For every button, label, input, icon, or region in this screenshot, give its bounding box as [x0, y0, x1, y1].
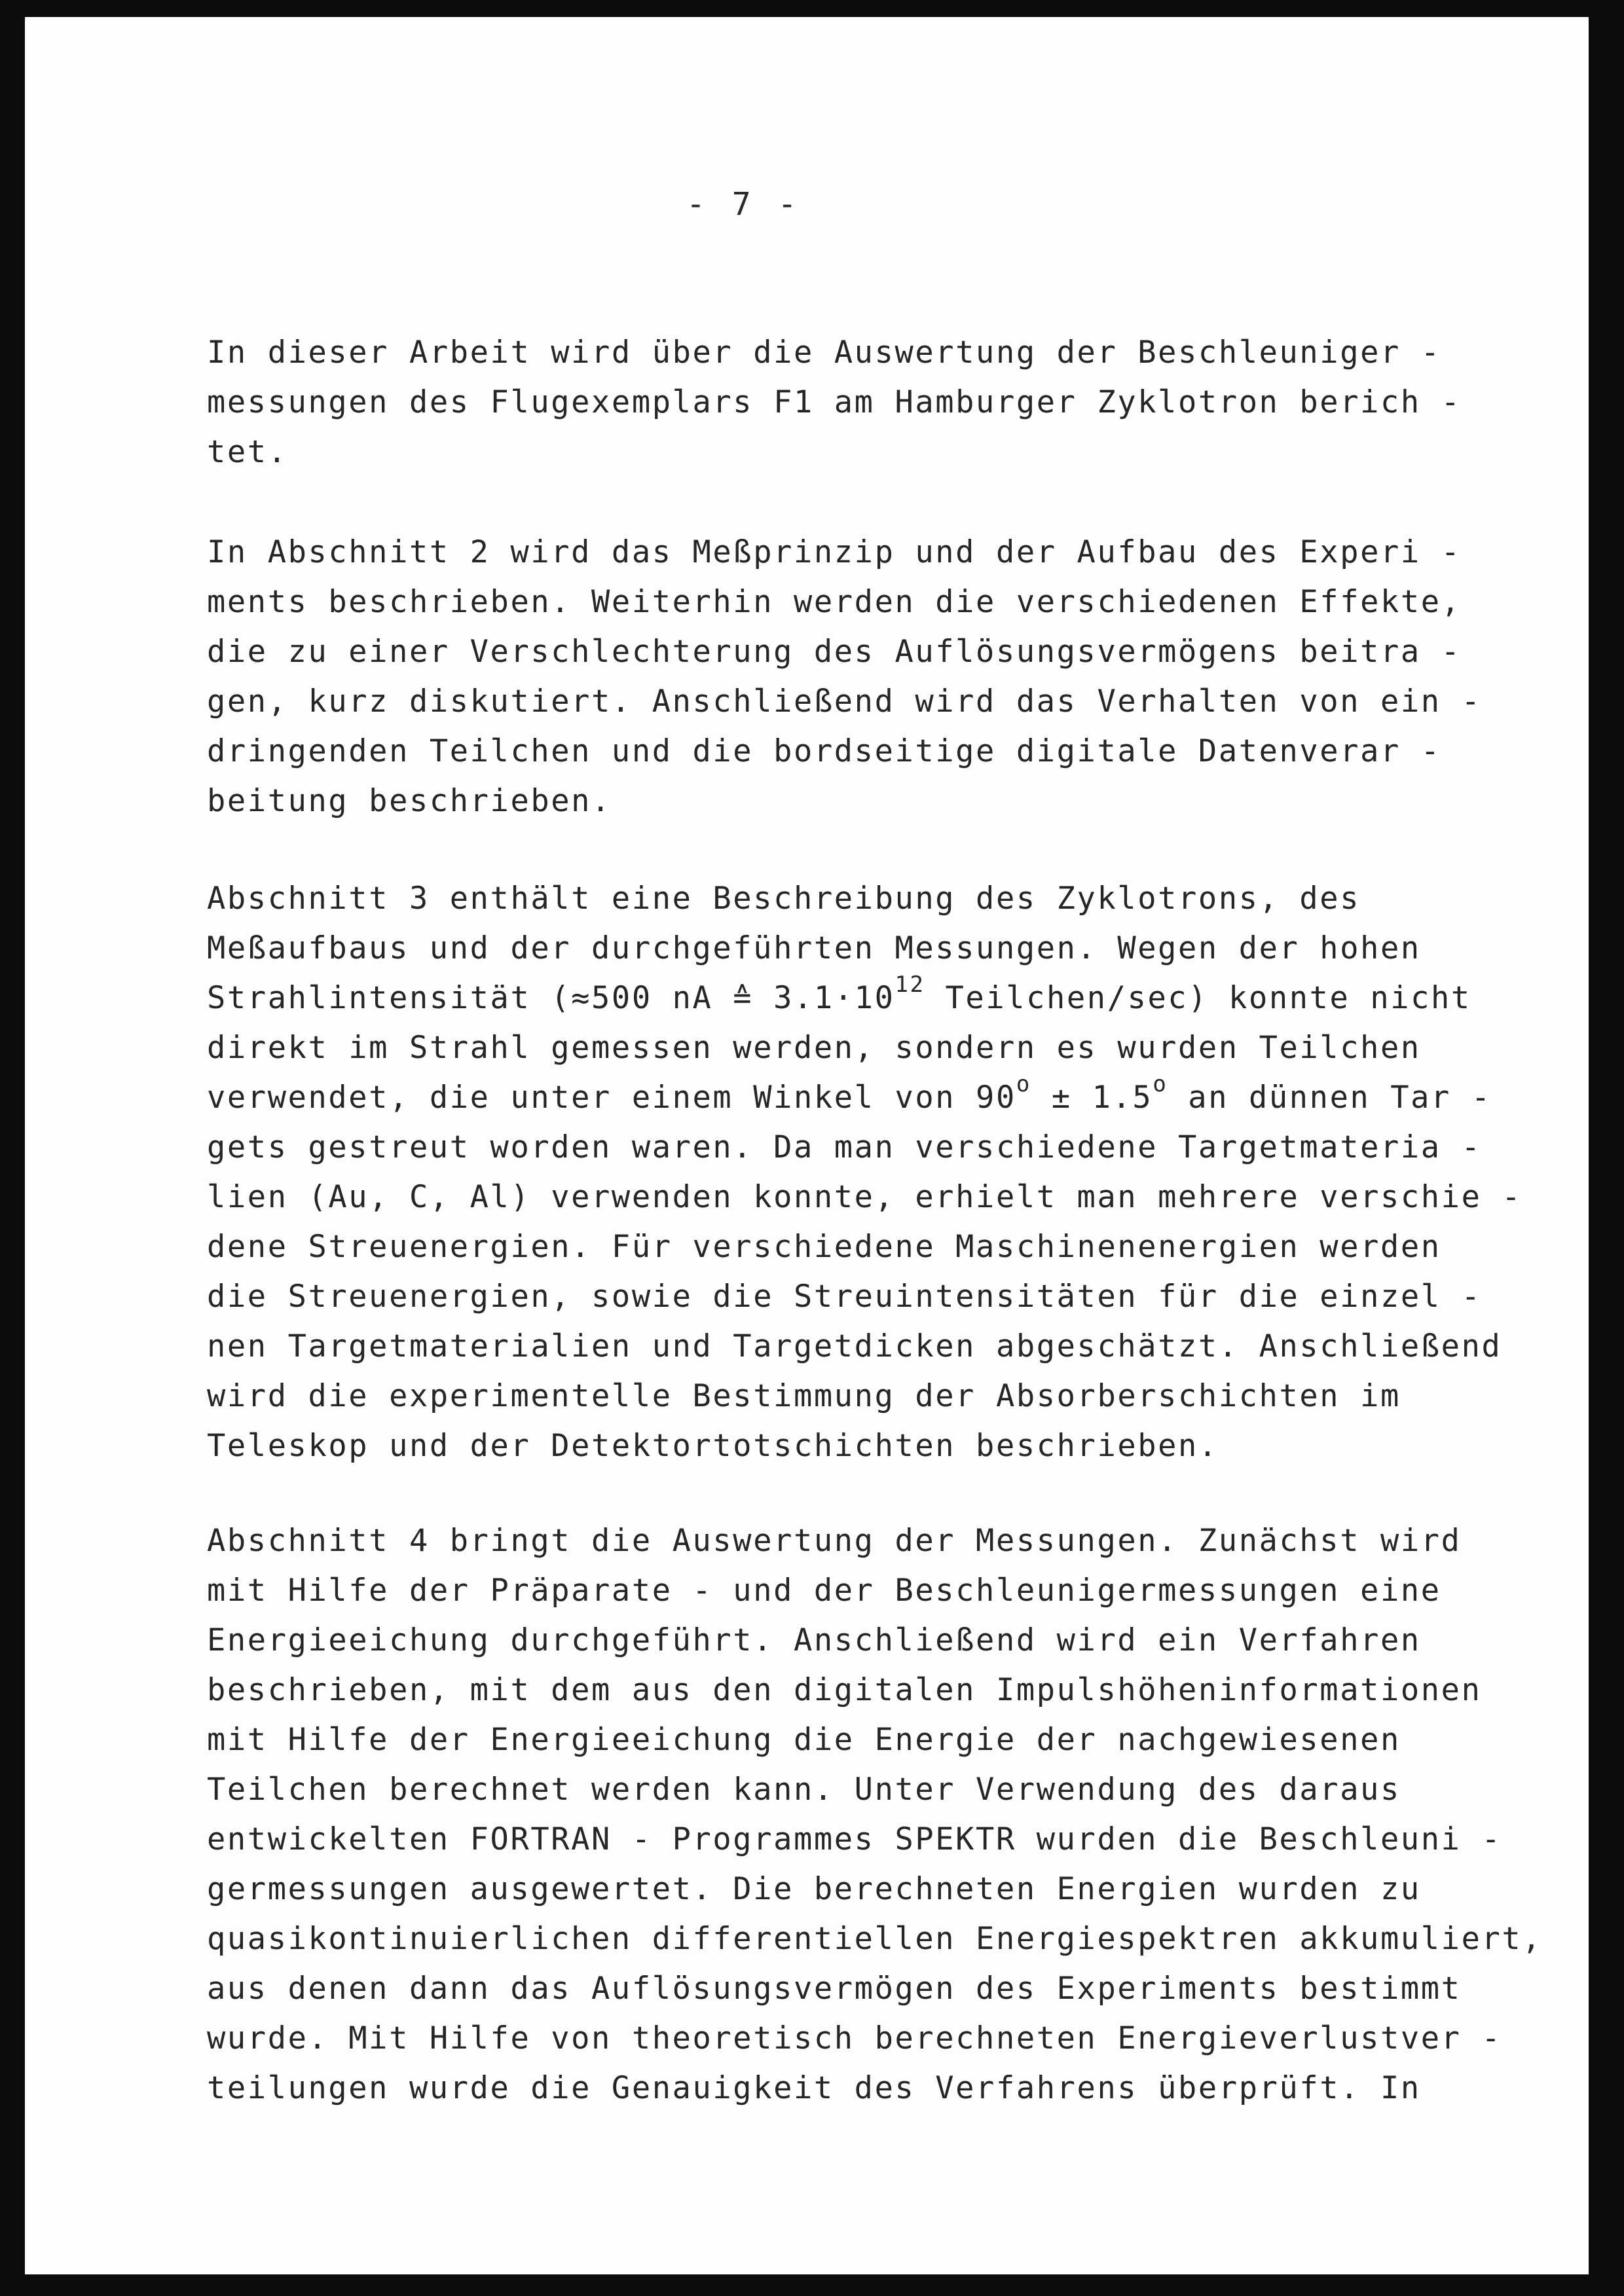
text-line: wurde. Mit Hilfe von theoretisch berechneten Energieverlustver - — [207, 2020, 1502, 2056]
text-line: In Abschnitt 2 wird das Meßprinzip und der Aufbau des Experi - — [207, 534, 1462, 570]
document-page — [25, 17, 1589, 2274]
exponent: 12 — [895, 972, 925, 998]
paragraph-section-2 — [207, 528, 1549, 826]
degree-mark: o — [1153, 1071, 1168, 1098]
text-line-intensity — [207, 974, 1549, 1023]
text-line: nen Targetmaterialien und Targetdicken abgeschätzt. Anschließend — [207, 1328, 1502, 1364]
text-line: Energieeichung durchgeführt. Anschließend wird ein Verfahren — [207, 1622, 1421, 1658]
text-line: Teleskop und der Detektortotschichten beschrieben. — [207, 1428, 1219, 1464]
text-fragment: Strahlintensität (≈500 nA ≙ 3.1·10 — [207, 980, 895, 1016]
text-line: quasikontinuierlichen differentiellen Energiespektren akkumuliert, — [207, 1921, 1543, 1957]
text-line: dringenden Teilchen und die bordseitige digitale Datenverar - — [207, 733, 1441, 769]
page-number: - 7 - — [686, 186, 801, 223]
text-line: gets gestreut worden waren. Da man verschiedene Targetmateria - — [207, 1129, 1482, 1165]
text-line: tet. — [207, 434, 288, 470]
text-line: beschrieben, mit dem aus den digitalen Impulshöheninformationen — [207, 1672, 1482, 1708]
text-line: lien (Au, C, Al) verwenden konnte, erhielt man mehrere verschie - — [207, 1179, 1522, 1215]
text-line: die zu einer Verschlechterung des Auflösungsvermögens beitra - — [207, 634, 1462, 670]
text-fragment: verwendet, die unter einem Winkel von 90 — [207, 1080, 1016, 1116]
text-line: die Streuenergien, sowie die Streuintensitäten für die einzel - — [207, 1279, 1482, 1315]
paragraph-introduction — [207, 328, 1549, 477]
text-line: germessungen ausgewertet. Die berechneten Energien wurden zu — [207, 1871, 1421, 1907]
text-line: mit Hilfe der Präparate - und der Beschleunigermessungen eine — [207, 1573, 1441, 1609]
text-fragment: Teilchen/sec) konnte nicht — [925, 980, 1471, 1016]
text-line: In dieser Arbeit wird über die Auswertung der Beschleuniger - — [207, 335, 1441, 371]
text-line: Abschnitt 4 bringt die Auswertung der Messungen. Zunächst wird — [207, 1523, 1462, 1559]
text-line: wird die experimentelle Bestimmung der Absorberschichten im — [207, 1378, 1401, 1414]
paragraph-section-4 — [207, 1516, 1549, 2113]
text-line: entwickelten FORTRAN - Programmes SPEKTR wurden die Beschleuni - — [207, 1821, 1502, 1857]
text-line: beitung beschrieben. — [207, 783, 612, 819]
text-fragment: an dünnen Tar - — [1168, 1080, 1492, 1116]
text-line-angle — [207, 1073, 1549, 1123]
text-line: gen, kurz diskutiert. Anschließend wird das Verhalten von ein - — [207, 683, 1482, 720]
text-line: ments beschrieben. Weiterhin werden die verschiedenen Effekte, — [207, 584, 1462, 620]
text-line: Abschnitt 3 enthält eine Beschreibung des Zyklotrons, des — [207, 881, 1361, 917]
text-line: dene Streuenergien. Für verschiedene Maschinenenergien werden — [207, 1229, 1441, 1265]
text-line: teilungen wurde die Genauigkeit des Verfahrens überprüft. In — [207, 2070, 1421, 2106]
text-line: mit Hilfe der Energieeichung die Energie der nachgewiesenen — [207, 1722, 1401, 1758]
text-fragment: ± 1.5 — [1031, 1080, 1153, 1116]
text-line: Teilchen berechnet werden kann. Unter Verwendung des daraus — [207, 1772, 1401, 1808]
text-line: Meßaufbaus und der durchgeführten Messungen. Wegen der hohen — [207, 930, 1421, 966]
text-line: aus denen dann das Auflösungsvermögen des Experiments bestimmt — [207, 1971, 1462, 2007]
paragraph-section-3 — [207, 874, 1549, 1471]
text-line: direkt im Strahl gemessen werden, sondern es wurden Teilchen — [207, 1030, 1421, 1066]
text-line: messungen des Flugexemplars F1 am Hamburger Zyklotron berich - — [207, 384, 1462, 420]
degree-mark: o — [1016, 1071, 1031, 1098]
